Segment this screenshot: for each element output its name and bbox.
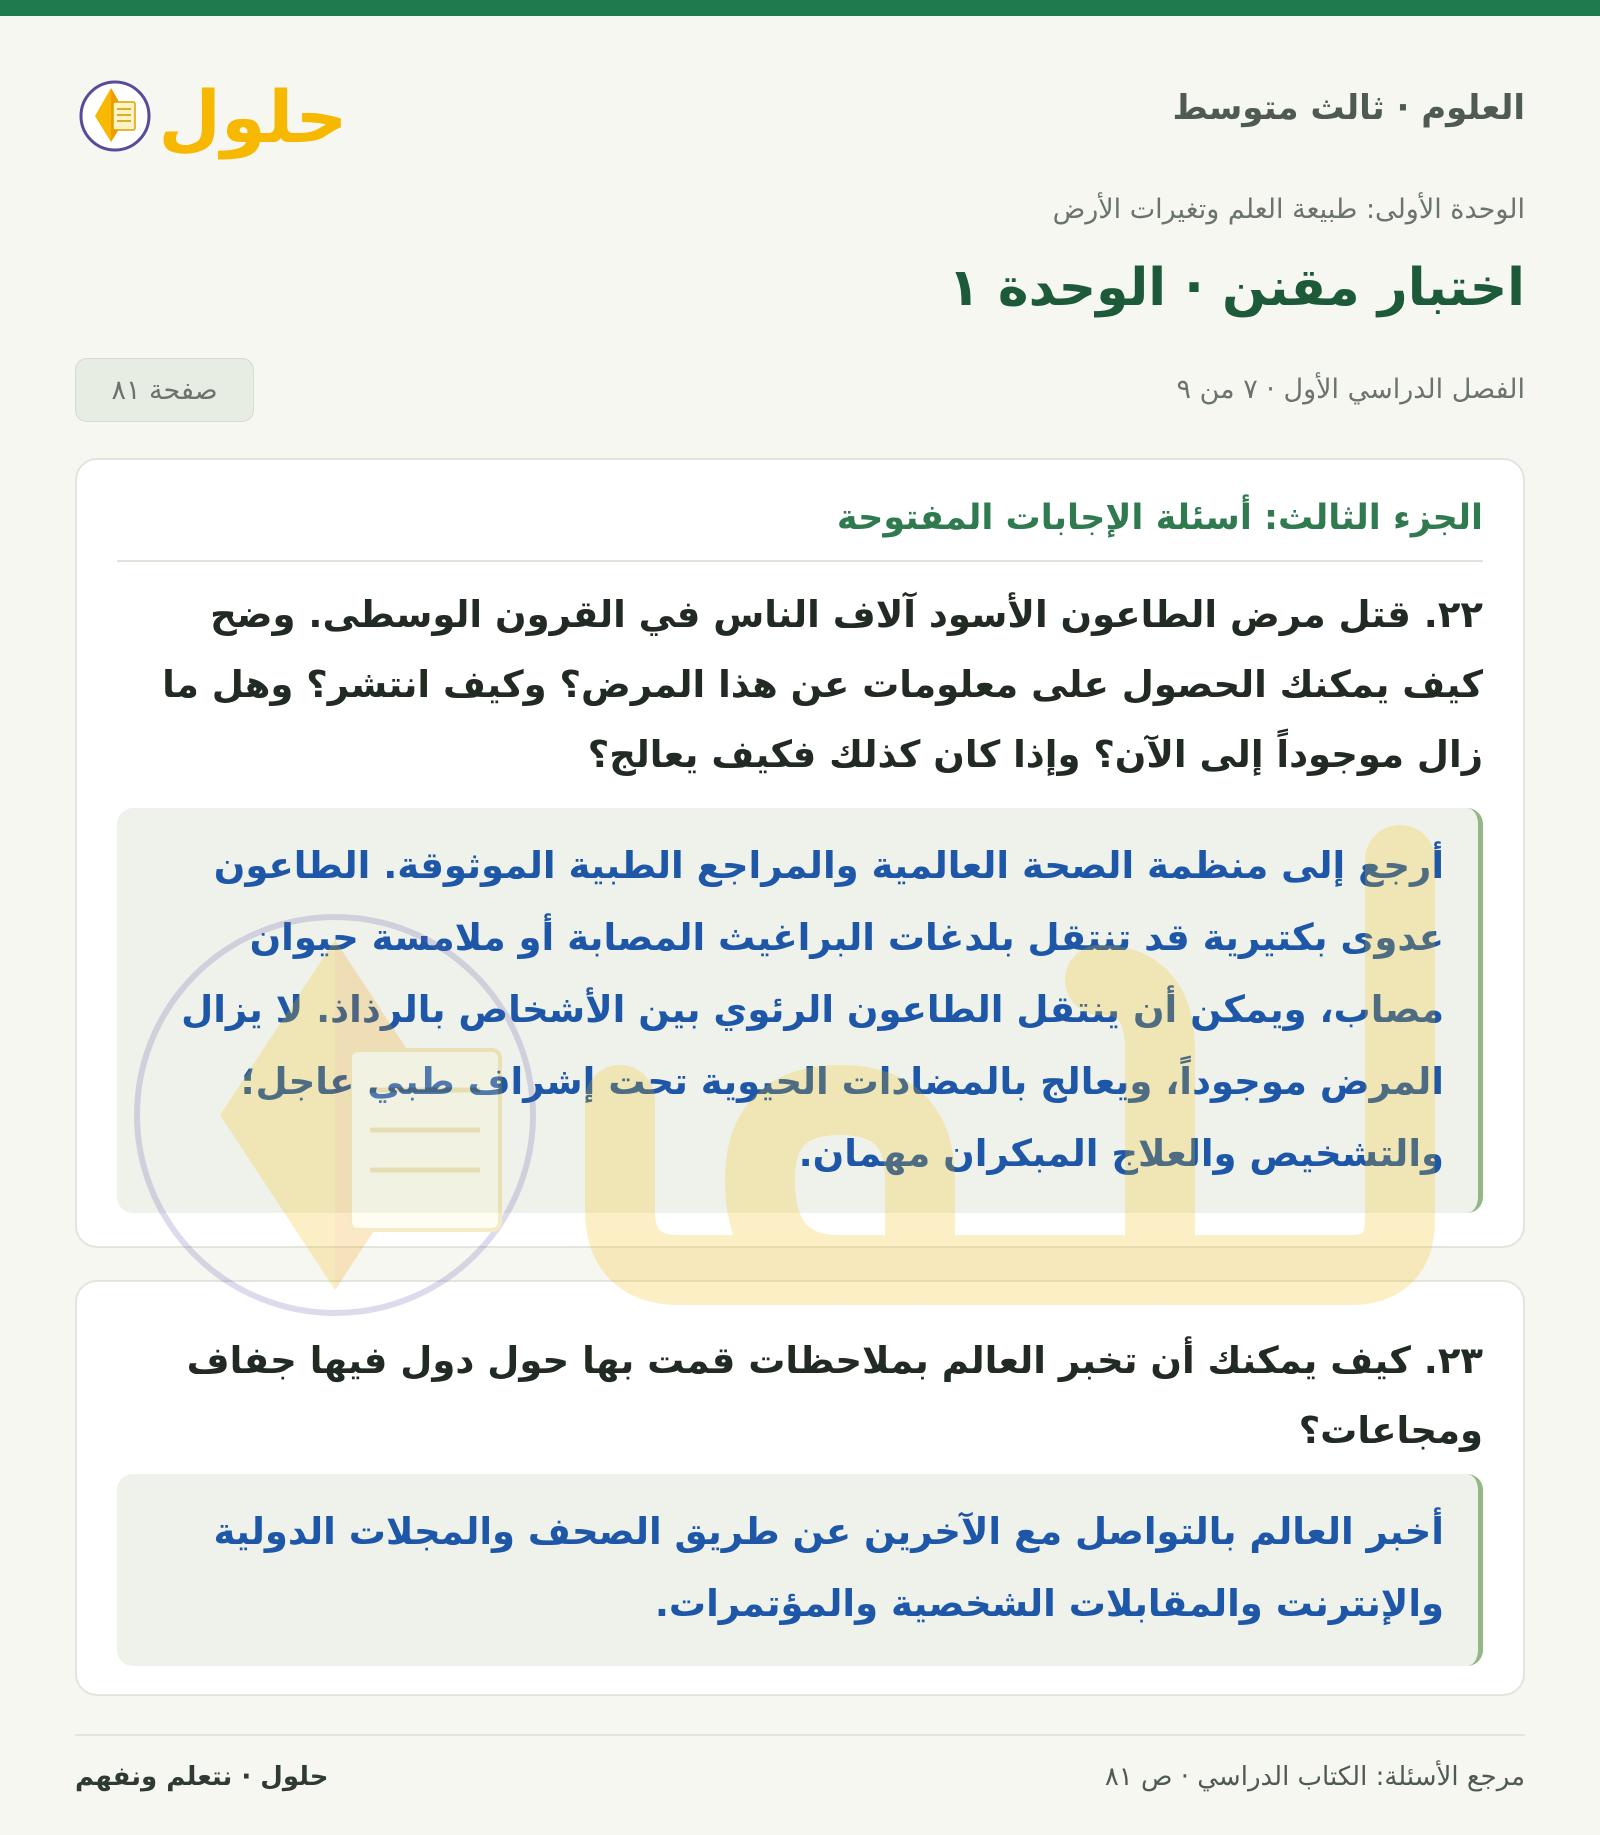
page-title: اختبار مقنن · الوحدة ١: [948, 258, 1525, 318]
page-badge: صفحة ٨١: [75, 358, 254, 422]
answer-box: أخبر العالم بالتواصل مع الآخرين عن طريق الصحف والمجلات الدولية والإنترنت والمقابلات الشخصية والمؤتمرات.: [117, 1474, 1483, 1666]
footer-reference: مرجع الأسئلة: الكتاب الدراسي · ص ٨١: [1104, 1762, 1525, 1792]
question-card-22: [75, 458, 1525, 1248]
term-label: الفصل الدراسي الأول · ٧ من ٩: [1176, 374, 1525, 405]
footer-brand: حلول · نتعلم ونفهم: [75, 1762, 329, 1792]
answer-box: أرجع إلى منظمة الصحة العالمية والمراجع الطبية الموثوقة. الطاعون عدوى بكتيرية قد تنتقل بلدغات البراغيث المصابة أو ملامسة حيوان مصاب، ويمكن أن ينتقل الطاعون الرئوي بين الأشخاص بالرذاذ. لا يزال المرض موجوداً، ويعالج بالمضادات الحيوية تحت إشراف طبي عاجل؛ والتشخيص والعلاج المبكران مهمان.: [117, 808, 1483, 1213]
section-divider: [117, 560, 1483, 562]
section-heading: الجزء الثالث: أسئلة الإجابات المفتوحة: [836, 498, 1483, 538]
page-header: [75, 50, 1525, 170]
question-card-23: [75, 1280, 1525, 1696]
book-diamond-icon: [75, 54, 345, 164]
subject-grade: العلوم · ثالث متوسط: [1172, 88, 1525, 128]
question-text: ٢٣. كيف يمكنك أن تخبر العالم بملاحظات قمت بها حول دول فيها جفاف ومجاعات؟: [186, 1339, 1483, 1452]
question-text: ٢٢. قتل مرض الطاعون الأسود آلاف الناس في القرون الوسطى. وضح كيف يمكنك الحصول على معلومات عن هذا المرض؟ وكيف انتشر؟ وهل ما زال موجوداً إلى الآن؟ وإذا كان كذلك فكيف يعالج؟: [162, 593, 1483, 776]
top-accent-bar: [0, 0, 1600, 16]
hulul-logo[interactable]: [75, 54, 345, 164]
footer-divider: [75, 1734, 1525, 1736]
unit-label: الوحدة الأولى: طبيعة العلم وتغيرات الأرض: [1052, 194, 1525, 225]
logo-text: حلول: [158, 75, 345, 159]
